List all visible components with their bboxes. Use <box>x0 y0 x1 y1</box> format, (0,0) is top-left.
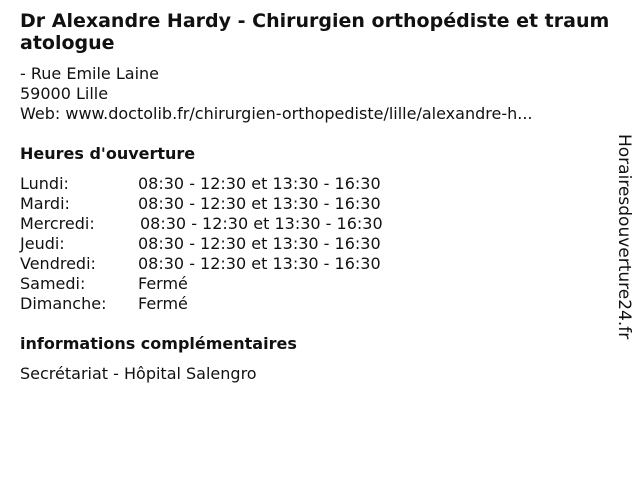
info-text: Secrétariat - Hôpital Salengro <box>20 364 257 383</box>
hours-value: 08:30 - 12:30 et 13:30 - 16:30 <box>140 214 383 233</box>
day-label: Jeudi: <box>20 234 65 253</box>
address-street: - Rue Emile Laine <box>20 64 159 83</box>
hours-value: 08:30 - 12:30 et 13:30 - 16:30 <box>138 234 381 253</box>
hours-value: 08:30 - 12:30 et 13:30 - 16:30 <box>138 254 381 273</box>
site-watermark: Horairesdouverture24.fr <box>614 134 634 340</box>
day-label: Lundi: <box>20 174 69 193</box>
day-label: Samedi: <box>20 274 86 293</box>
hours-heading: Heures d'ouverture <box>20 144 196 163</box>
hours-value: 08:30 - 12:30 et 13:30 - 16:30 <box>138 174 381 193</box>
day-label: Vendredi: <box>20 254 96 273</box>
info-heading: informations complémentaires <box>20 334 297 353</box>
day-label: Mercredi: <box>20 214 95 233</box>
day-label: Dimanche: <box>20 294 107 313</box>
hours-value: Fermé <box>138 274 188 293</box>
address-block <box>20 64 532 124</box>
address-city: 59000 Lille <box>20 84 109 103</box>
page-title: Dr Alexandre Hardy - Chirurgien orthopédiste et traumatologue <box>20 10 610 54</box>
day-label: Mardi: <box>20 194 70 213</box>
hours-value: Fermé <box>138 294 188 313</box>
website-link[interactable]: Web: www.doctolib.fr/chirurgien-orthopediste/lille/alexandre-h... <box>20 104 533 123</box>
hours-value: 08:30 - 12:30 et 13:30 - 16:30 <box>138 194 381 213</box>
